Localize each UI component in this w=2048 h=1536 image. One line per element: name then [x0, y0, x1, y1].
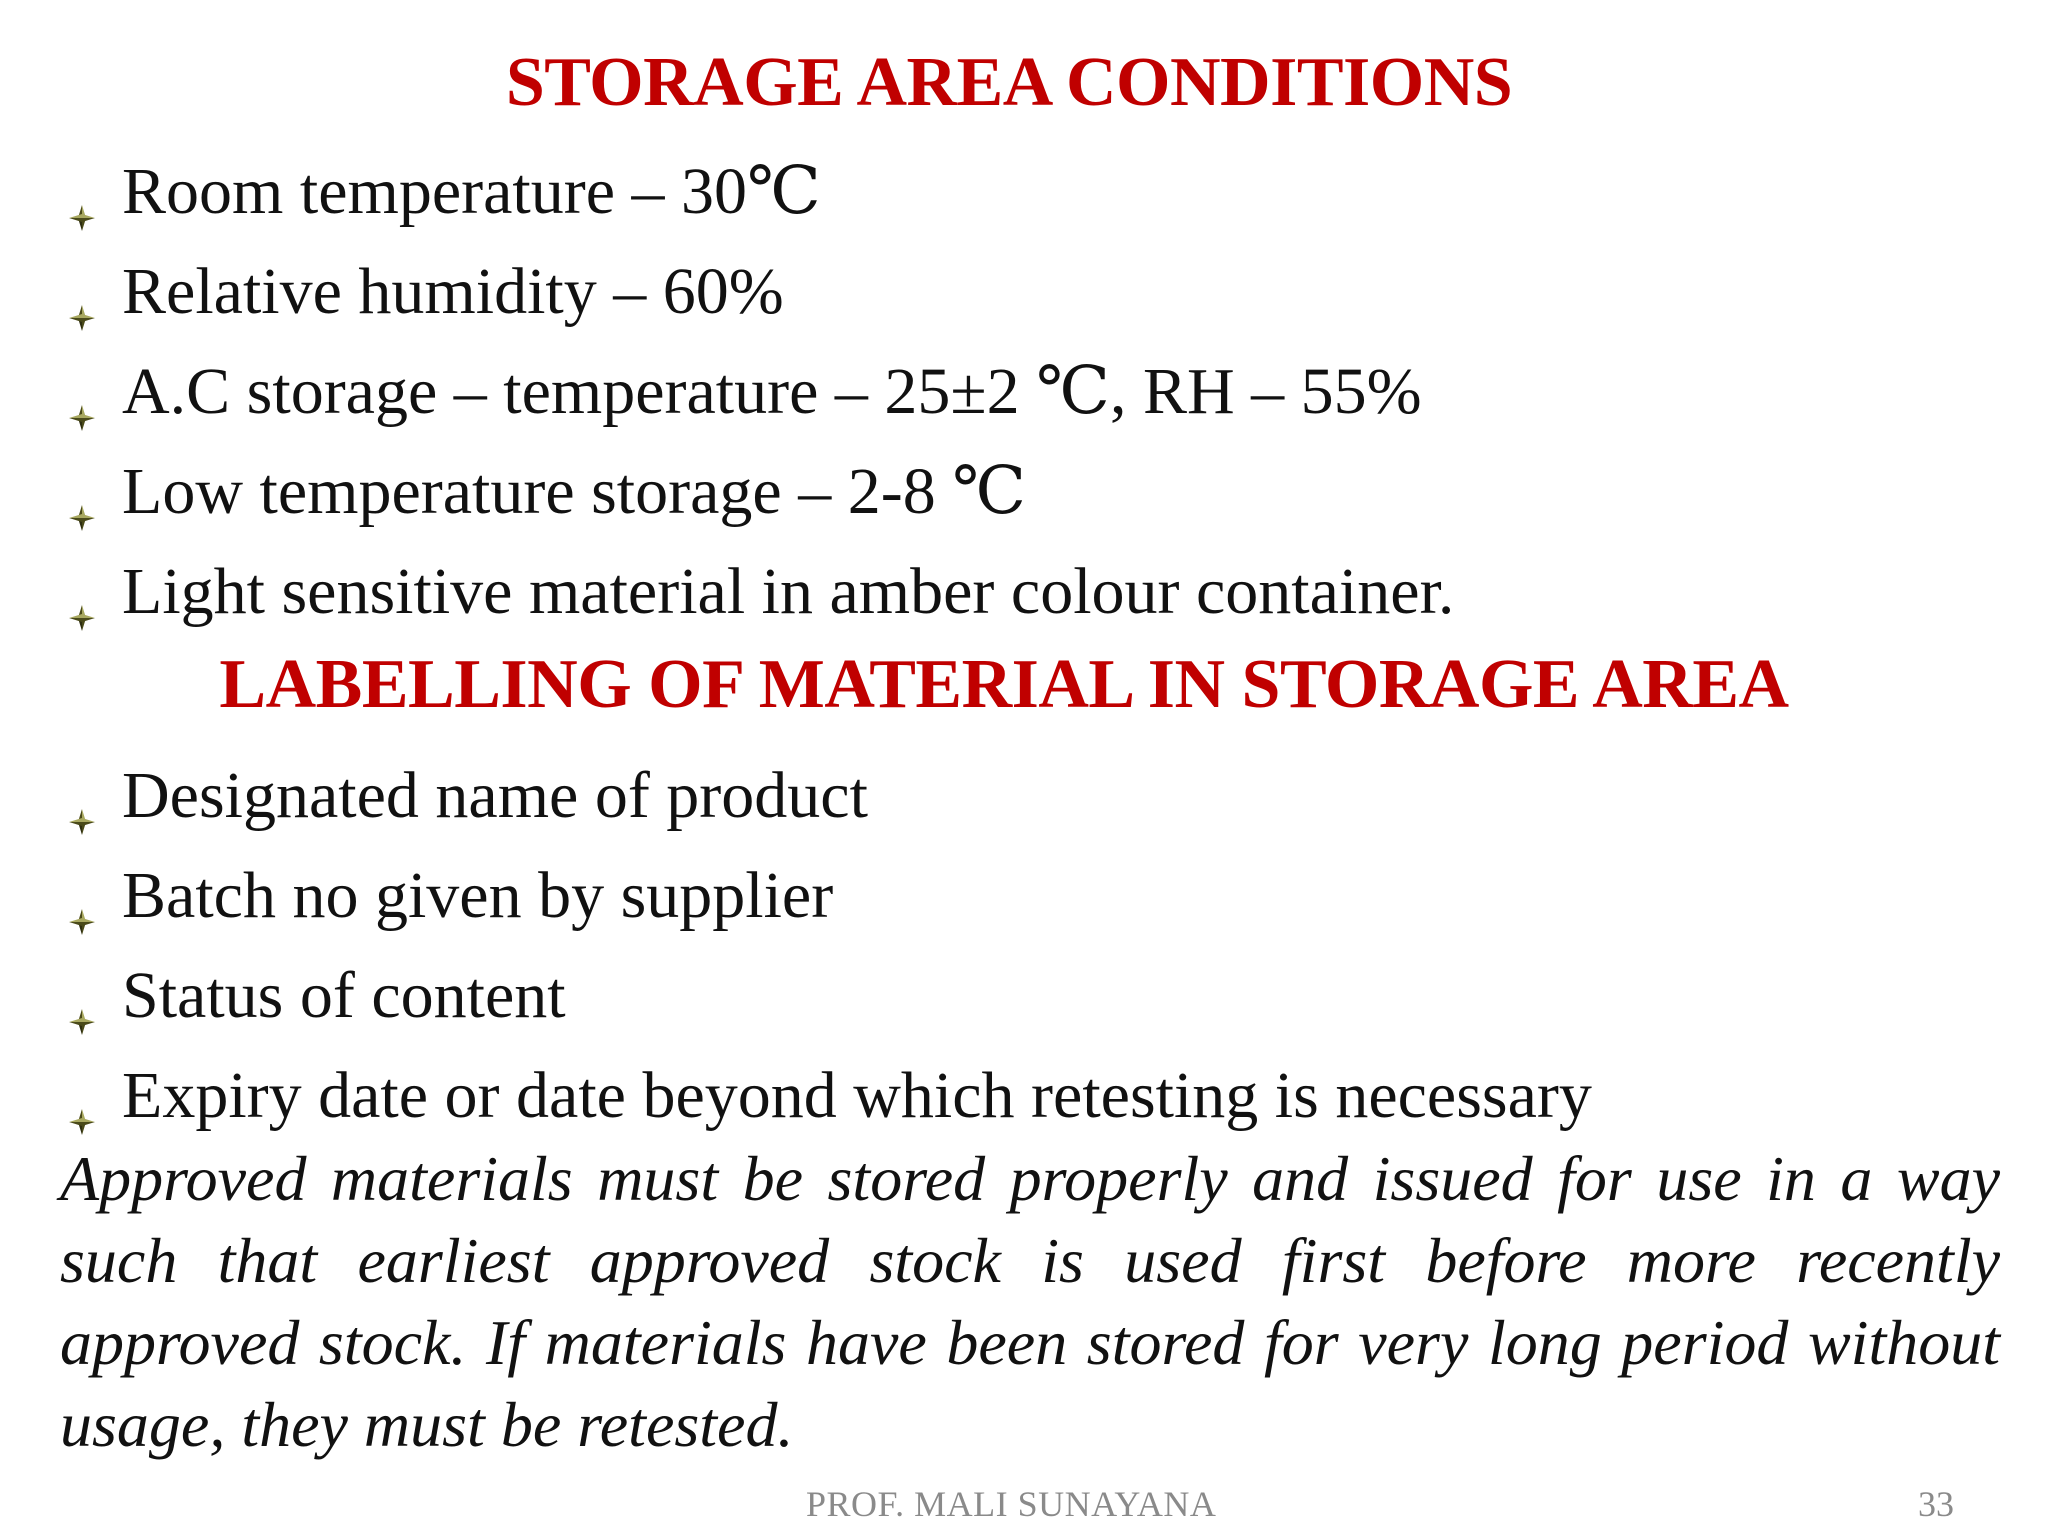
- list-item: [68, 1046, 1592, 1146]
- labelling-heading: LABELLING OF MATERIAL IN STORAGE AREA: [219, 646, 1789, 723]
- four-pointed-star-bullet-icon: [68, 178, 96, 206]
- list-item-text: Low temperature storage – 2-8 ℃: [122, 455, 1027, 528]
- list-item: [68, 242, 1454, 342]
- list-item-text: Batch no given by supplier: [122, 859, 834, 932]
- four-pointed-star-bullet-icon: [68, 982, 96, 1010]
- four-pointed-star-bullet-icon: [68, 1082, 96, 1110]
- stock-rotation-note: Approved materials must be stored properly and issued for use in a way such that earliest approved stock is used first before more recently approved stock. If materials have been stored for very long period without usage, they must be retested.: [60, 1143, 2000, 1460]
- list-item: [68, 342, 1454, 442]
- four-pointed-star-bullet-icon: [68, 782, 96, 810]
- list-item-text: Light sensitive material in amber colour container.: [122, 555, 1455, 628]
- footer-author: PROF. MALI SUNAYANA: [806, 1484, 1217, 1524]
- four-pointed-star-bullet-icon: [68, 478, 96, 506]
- list-item: [68, 542, 1454, 642]
- list-item-text: A.C storage – temperature – 25±2 ℃, RH – 55%: [122, 355, 1422, 428]
- list-item: [68, 142, 1454, 242]
- list-item: [68, 746, 1592, 846]
- list-item: [68, 846, 1592, 946]
- list-item-text: Status of content: [122, 959, 566, 1032]
- page-number: 33: [1918, 1484, 1954, 1524]
- storage-conditions-list: [68, 142, 1454, 642]
- list-item-text: Relative humidity – 60%: [122, 255, 784, 328]
- four-pointed-star-bullet-icon: [68, 378, 96, 406]
- list-item-text: Expiry date or date beyond which retesting is necessary: [122, 1059, 1592, 1132]
- storage-conditions-heading: STORAGE AREA CONDITIONS: [505, 44, 1513, 121]
- list-item-text: Room temperature – 30℃: [122, 155, 821, 228]
- labelling-list: [68, 746, 1592, 1146]
- list-item-text: Designated name of product: [122, 759, 868, 832]
- four-pointed-star-bullet-icon: [68, 278, 96, 306]
- list-item: [68, 442, 1454, 542]
- list-item: [68, 946, 1592, 1046]
- four-pointed-star-bullet-icon: [68, 578, 96, 606]
- four-pointed-star-bullet-icon: [68, 882, 96, 910]
